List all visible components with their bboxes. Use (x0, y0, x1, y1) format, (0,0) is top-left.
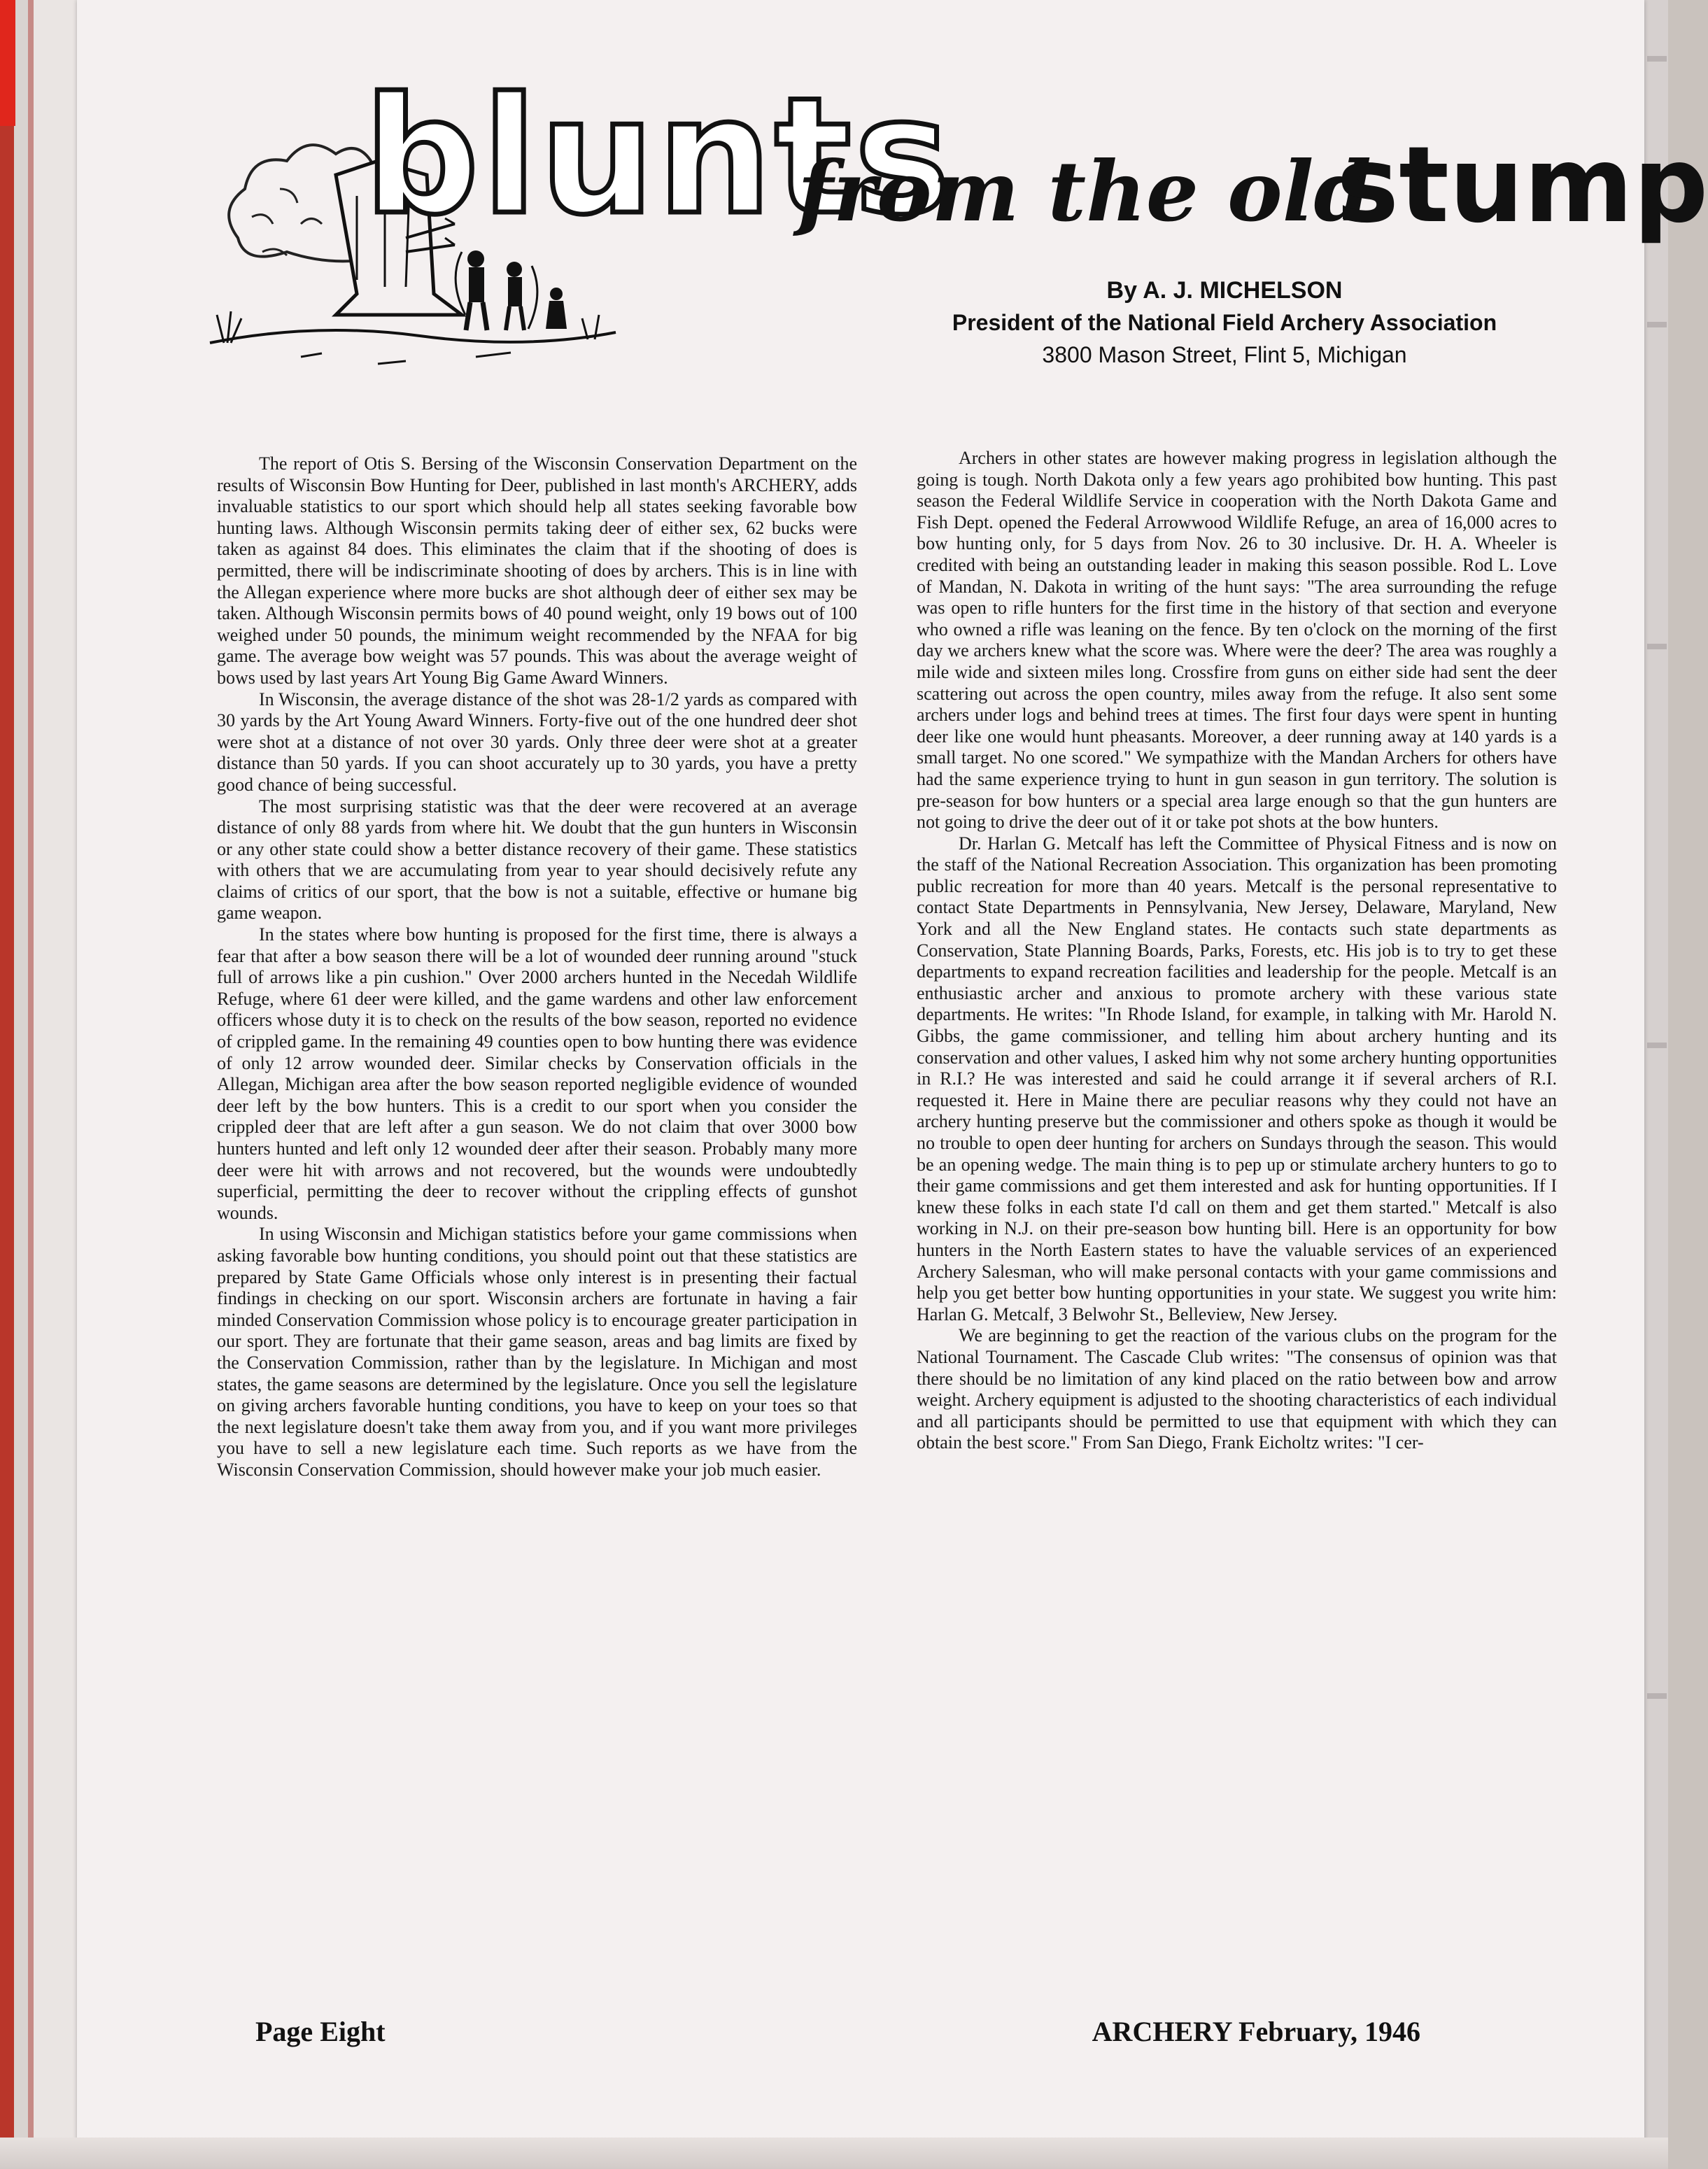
title-stump: stump (1336, 125, 1708, 246)
author-title: President of the National Field Archery Association (952, 310, 1497, 335)
article-paragraph: We are beginning to get the reaction of the various clubs on the program for the National Tournament. The Cascade Club writes: "The consensus of opinion was that there should be no limitation of any kind placed on the ratio between bow and arrow weight. Archery equipment is adjusted to the shooting characteristics of each individual and all participants should be permitted to use that equipment with which they can obtain the best score." From San Diego, Frank Eicholtz writes: "I cer- (917, 1325, 1557, 1453)
article-paragraph: In using Wisconsin and Michigan statistics before your game commissions when asking favorable bow hunting conditions, you should point out that these statistics are prepared by State Game Officials whose only interest is in presenting their factual findings in checking on our sport. Wisconsin archers are fortunate in having a fair minded Conservation Commission whose policy is to encourage greater participation in our sport. They are fortunate that their game season, areas and bag limits are fixed by the Conservation Commission, rather than by the legislature. In Michigan and most states, the game seasons are determined by the legislature. Once you sell the legislature on giving archers favorable hunting conditions, you have to keep on your toes so that the next legislature doesn't take them away from you, and if you want more privileges you have to sell a new legislature each time. Such reports as we have from the Wisconsin Conservation Commission, should however make your job much easier. (217, 1224, 857, 1480)
masthead (133, 49, 1708, 399)
article-paragraph: Dr. Harlan G. Metcalf has left the Committee of Physical Fitness and is now on the staff of the National Recreation Association. This organization has been promoting public recreation for more than 40 years. Metcalf is the personal representative to contact State Departments in Pennsylvania, New Jersey, Delaware, Maryland, New York and all the New England states. He contacts such state departments as Conservation, State Planning Boards, Parks, Forests, etc. His job is to try to get these departments to expand recreation facilities and leadership for the people. Metcalf is an enthusiastic archer and anxious to promote archery with these various state departments. He writes: "In Rhode Island, for example, in talking with Mr. Harold N. Gibbs, the game commissioner, and telling him about archery hunting and its conservation and other values, I asked him why not some archery hunting opportunities in R.I.? He was interested and said he could arrange it if several archers of R.I. requested it. Here in Maine there are peculiar reasons why they could not have an archery hunting preserve but the commissioner and others spoke as though it would be no trouble to open deer hunting for archers on Sundays through the season. This would be an opening wedge. The main thing is to pep up or stimulate archery hunters to go to their game commissions and get them interested and ask for hunting opportunities. If I knew these folks in each state I'd call on them and get them started." Metcalf is also working in N.J. on their pre-season bow hunting bill. Here is an opportunity for bow hunters in the North Eastern states to have the valuable services of an experienced Archery Salesman, who will make personal contacts with your game commissions and help you get better bow hunting opportunities in your state. We suggest you write him: Harlan G. Metcalf, 3 Belwohr St., Belleview, New Jersey. (917, 833, 1557, 1324)
article-paragraph: In the states where bow hunting is proposed for the first time, there is always a fear that after a bow season there will be a lot of wounded deer running around "stuck full of arrows like a pin cushion." Over 2000 archers hunted in the Necedah Wildlife Refuge, where 61 deer were killed, and the game wardens and other law enforcement officers whose duty it is to check on the results of the bow season, reported no evidence of crippled game. In the remaining 49 counties open to bow hunting there was evidence of only 12 arrow wounded deer. Similar checks by Conservation officials in the Allegan, Michigan area after the bow season reported negligible evidence of wounded deer left by the bow hunters. This is a credit to our sport when you consider the crippled deer that are left after a gun season. We do not claim that over 3000 bow hunters hunted and left only 12 wounded deer after their season. Probably many more deer were hit with arrows and not recovered, but the wounds were undoubtedly superficial, permitting the deer to recover without the crippling effects of gunshot wounds. (217, 924, 857, 1223)
byline (875, 274, 1574, 371)
title-blunts: blunts (364, 64, 953, 250)
red-cover-edge (0, 0, 15, 126)
article-column-right (917, 448, 1557, 1931)
article-paragraph: The report of Otis S. Bersing of the Wisconsin Conservation Department on the results of Wisconsin Bow Hunting for Deer, published in last month's ARCHERY, adds invaluable statistics to our sport which should help all states seeking favorable bow hunting laws. Although Wisconsin permits taking deer of either sex, 62 bucks were taken as against 84 does. This eliminates the claim that if the shooting of does is permitted, there will be indiscriminate shooting of does by archers. This is in line with the Allegan experience where more bucks are shot although deer of either sex may be taken. Although Wisconsin permits bows of 40 pound weight, only 19 bows out of 100 weighed under 50 pounds, the minimum weight recommended by the NFAA for big game. The average bow weight was 57 pounds. This was about the average weight of bows used by last years Art Young Big Game Award Winners. (217, 453, 857, 688)
page-edge-right (1644, 0, 1668, 2169)
article-paragraph: In Wisconsin, the average distance of the shot was 28-1/2 yards as compared with 30 yards by the Art Young Award Winners. Forty-five out of the one hundred deer shot were shot at a distance of not over 30 yards. Only three deer were shot at a greater distance than 50 yards. If you can shoot accurately up to 30 yards, you have a pretty good chance of being successful. (217, 688, 857, 795)
binding-edge (28, 0, 34, 2169)
title-from-the-old: from the old (798, 143, 1372, 240)
article-paragraph: Archers in other states are however making progress in legislation although the going is tough. North Dakota only a few years ago prohibited bow hunting. This past season the Federal Wildlife Service in cooperation with the North Dakota Game and Fish Dept. opened the Federal Arrowwood Wildlife Refuge, an area of 16,000 acres to bow hunting only, for 5 days from Nov. 26 to 30 inclusive. Dr. H. A. Wheeler is credited with being an outstanding leader in making this season possible. Rod L. Love of Mandan, N. Dakota in writing of the hunt says: "The area surrounding the refuge was open to rifle hunters for the first time in the history of that section and everyone who owned a rifle was leaning on the fence. By ten o'clock on the morning of the first day we archers knew what the score was. Where were the deer? The area was roughly a mile wide and sixteen miles long. Crossfire from guns on either side had sent the deer scattering out across the open country, miles away from the refuge. It also sent some archers under logs and behind trees at times. The first four days were spent in hunting deer like one would hunt pheasants. Moreover, a deer running away at 140 yards is a small target. No one scored." We sympathize with the Mandan Archers for others have had the same experience trying to hunt in gun season in gun territory. The solution is pre-season for bow hunters or a special area large enough so that the gun hunters are not going to drive the deer out of it or take pot shots at the bow hunters. (917, 448, 1557, 833)
author-name: By A. J. MICHELSON (1106, 277, 1343, 304)
bottom-edge (0, 2138, 1668, 2169)
magazine-binding-left (0, 0, 84, 2169)
article-paragraph: The most surprising statistic was that the deer were recovered at an average distance of only 88 yards from where hit. We doubt that the gun hunters in Wisconsin or any other state could show a better distance recovery of their game. These statistics with others that we are accumulating from year to year should decisively refute any claims of critics of our sport, that the bow is not a suitable, effective or humane big game weapon. (217, 796, 857, 924)
page-number: Page Eight (255, 2016, 386, 2047)
issue-label: ARCHERY February, 1946 (1092, 2016, 1420, 2047)
article-column-left (217, 453, 857, 1937)
magazine-page (77, 0, 1708, 2169)
author-address: 3800 Mason Street, Flint 5, Michigan (1042, 342, 1407, 367)
